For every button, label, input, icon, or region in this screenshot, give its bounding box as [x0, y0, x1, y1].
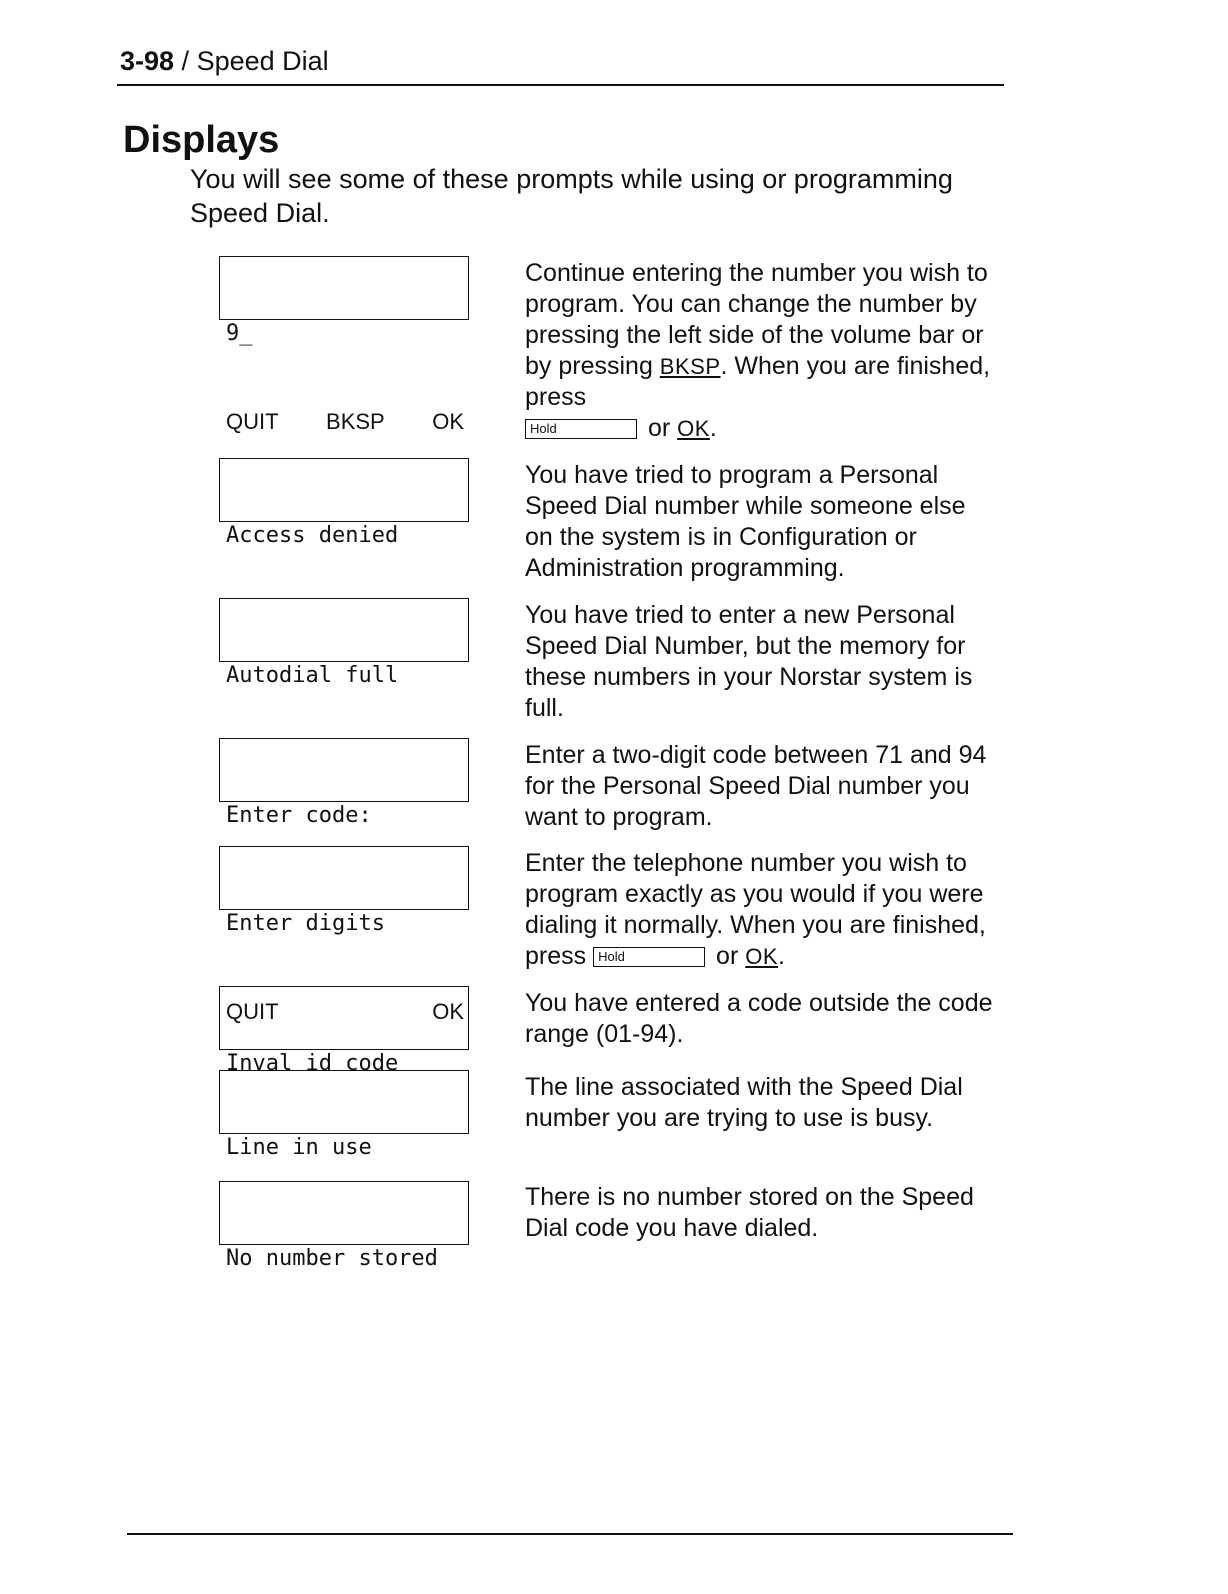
or-text: or [641, 414, 678, 442]
display-invalid-code [219, 986, 469, 1076]
display-line: No number stored [226, 1246, 438, 1271]
softkey-quit: QUIT [226, 409, 279, 434]
ok-label: OK [677, 416, 710, 441]
intro-paragraph: You will see some of these prompts while using or programming Speed Dial. [190, 164, 953, 228]
hold-key-icon: Hold [525, 419, 637, 439]
or-text: or [709, 942, 746, 970]
ok-label: OK [745, 944, 779, 969]
display-line: Autodial full [226, 663, 399, 688]
softkey-bksp: BKSP [326, 409, 385, 434]
display-9 [219, 256, 469, 434]
desc-enter-code: Enter a two-digit code between 71 and 94 for the Personal Speed Dial number you want to program. [525, 741, 987, 831]
softkey-ok: OK [432, 409, 464, 434]
display-access-denied [219, 458, 469, 548]
softkey-ok: OK [432, 999, 464, 1024]
display-line: 9_ [226, 321, 253, 346]
display-autodial-full [219, 598, 469, 688]
display-no-number-stored [219, 1181, 469, 1271]
header-section: Speed Dial [196, 46, 329, 76]
desc-invalid-code: You have entered a code outside the code range (01-94). [525, 989, 993, 1048]
display-enter-digits [219, 846, 469, 1024]
display-enter-code [219, 738, 469, 828]
display-line: Line in use [226, 1135, 372, 1160]
display-line: Enter digits [226, 911, 385, 936]
desc-text: Enter the telephone number you wish to program exactly as you would if you were dialing it normally. When you are finished, press [525, 849, 986, 970]
hold-key-icon: Hold [593, 947, 705, 967]
desc-text: Continue entering the number you wish to program. You can change the number by pressing the left side of the volume bar or by pressing [525, 259, 988, 380]
desc-no-number-stored: There is no number stored on the Speed Dial code you have dialed. [525, 1183, 974, 1242]
header-separator: / [174, 46, 197, 76]
desc-enter-digits [525, 848, 995, 972]
footer-rule [127, 1533, 1013, 1535]
page-header [120, 44, 1004, 78]
desc-text-end: . When you are finished, press [525, 352, 991, 411]
display-softkeys [226, 407, 464, 437]
desc-9 [525, 258, 995, 444]
desc-access-denied: You have tried to program a Personal Speed Dial number while someone else on the system is in Configuration or Administration programming. [525, 461, 966, 582]
period: . [709, 414, 717, 442]
display-line: Enter code: [226, 803, 372, 828]
display-line: Access denied [226, 523, 399, 548]
header-rule [117, 84, 1004, 86]
desc-autodial-full: You have tried to enter a new Personal Speed Dial Number, but the memory for these numbers in your Norstar system is full. [525, 601, 973, 722]
section-title: Displays [123, 119, 280, 161]
softkey-quit: QUIT [226, 999, 279, 1024]
display-line-in-use [219, 1070, 469, 1160]
bksp-label: BKSP [659, 354, 721, 379]
display-line: Inval id code [226, 1051, 399, 1076]
page-number: 3-98 [120, 46, 175, 76]
period: . [778, 942, 785, 970]
desc-line-in-use: The line associated with the Speed Dial number you are trying to use is busy. [525, 1073, 963, 1132]
